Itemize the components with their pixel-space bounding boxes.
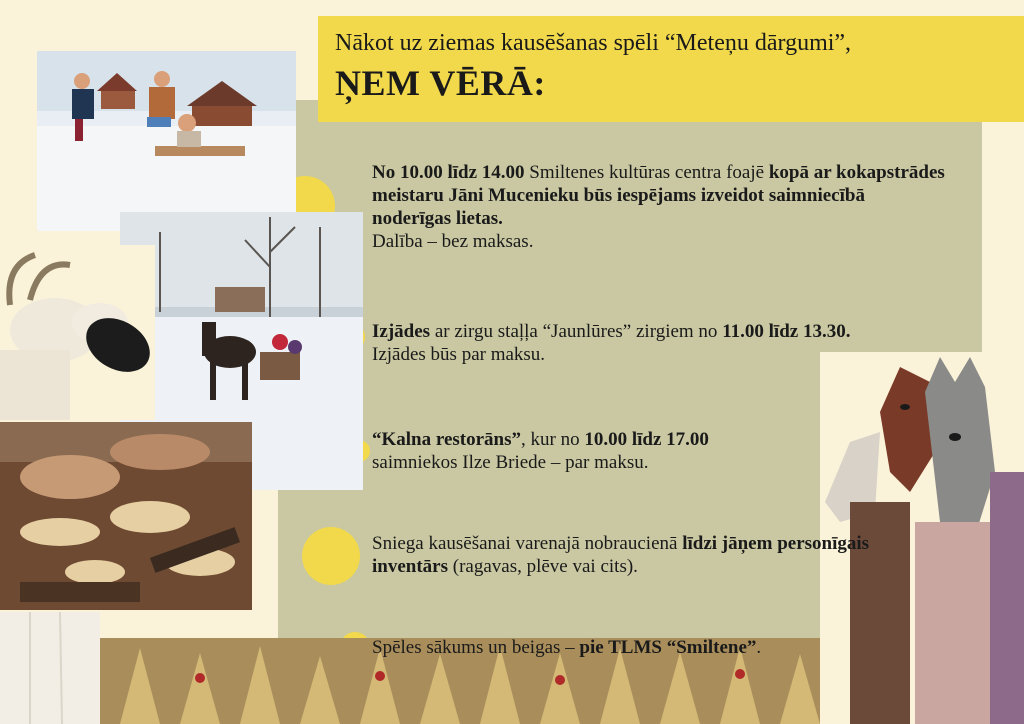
equipment-required: līdzi jāņem personīgais inventārs [372, 533, 870, 577]
info-item-start-end [372, 636, 972, 659]
fabric-image [0, 612, 100, 724]
riding-title: Izjādes [372, 321, 431, 342]
equipment-examples: (ragavas, plēve vai cits). [448, 556, 638, 577]
info-item-equipment [372, 532, 902, 578]
workshop-description: kopā ar kokapstrādes meistaru Jāni Mucenieku būs iespējams izveidot saimniecībā noderīgas lietas. [372, 162, 945, 229]
workshop-location: Smiltenes kultūras centra foajē [524, 162, 769, 183]
info-item-restaurant [372, 428, 972, 474]
info-item-workshop [372, 161, 947, 253]
woodworking-photo [0, 422, 252, 610]
bullet-dot-4 [302, 527, 360, 585]
restaurant-connector: , kur no [521, 429, 585, 450]
workshop-time: No 10.00 līdz 14.00 [372, 162, 525, 183]
start-end-place: pie TLMS “Smiltene” [579, 637, 757, 658]
riding-price: Izjādes būs par maksu. [372, 344, 546, 365]
restaurant-name: “Kalna restorāns” [372, 429, 522, 450]
header-subtitle: Nākot uz ziemas kausēšanas spēli “Meteņu dārgumi”, [335, 30, 852, 56]
start-end-intro: Spēles sākums un beigas – [372, 637, 580, 658]
equipment-intro: Sniega kausēšanai varenajā nobraucienā [372, 533, 683, 554]
info-item-riding [372, 320, 972, 366]
workshop-price: Dalība – bez maksas. [372, 231, 534, 252]
riding-description: ar zirgu staļļa “Jaunlūres” zirgiem no [430, 321, 723, 342]
riding-time: 11.00 līdz 13.30. [722, 321, 851, 342]
start-end-period: . [756, 637, 762, 658]
sledding-photo [37, 51, 296, 231]
restaurant-time: 10.00 līdz 17.00 [584, 429, 709, 450]
goat-mask-image [0, 245, 155, 420]
restaurant-host: saimniekos Ilze Briede – par maksu. [372, 452, 649, 473]
header-title: ŅEM VĒRĀ: [335, 63, 546, 103]
